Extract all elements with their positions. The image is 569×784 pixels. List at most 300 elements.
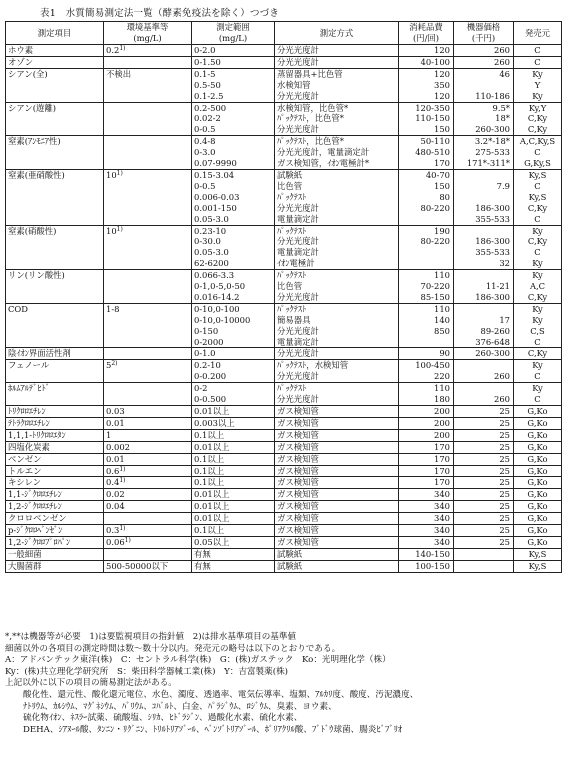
cell-method (275, 560, 399, 572)
cell-range-line: 0.2-10 (194, 360, 221, 371)
cell-cost-line: 40-100 (420, 56, 450, 67)
cell-seller-line: Ky (532, 225, 543, 236)
note-line: *,**は機器等が必要 1)は要監視項目の指針値 2)は排水基準項目の基準値 (5, 632, 297, 642)
cell-price (454, 501, 514, 513)
cell-cost (399, 525, 454, 537)
cell-price (454, 360, 514, 383)
cell-range-line: 0.2-500 (194, 102, 227, 113)
cell-range-line: 0.1以上 (194, 525, 225, 536)
cell-range-line: 0-1.0 (194, 348, 216, 359)
cell-seller-line: C,Ky (527, 291, 548, 302)
cell-method (275, 513, 399, 525)
table-row (6, 102, 562, 136)
cell-range-line: 0.1-2.5 (194, 90, 224, 101)
cell-range-line: 0.5-50 (194, 79, 221, 90)
cell-cost (399, 501, 454, 513)
cell-price-line (456, 80, 510, 91)
cell-range-line: 0.01以上 (194, 501, 230, 512)
cell-method-line: 電量滴定計 (277, 213, 319, 224)
cell-cost (399, 548, 454, 560)
note-indented-line: DEHA、ｼｱﾇｰﾙ酸、ﾀﾝﾆﾝ・ﾘｸﾞﾆﾝ、ﾄﾘﾙﾄﾘｱｿﾞｰﾙ、ﾍﾞﾝｿﾞﾄﾘｱｿﾞｰﾙ、ﾎﾟﾘｱｸﾘﾙ酸、ﾌﾞﾄﾞｳ球菌、腸炎ﾋﾞﾌﾞﾘｵ (23, 724, 403, 735)
cell-seller-line: G,Ko (527, 501, 548, 512)
cell-cost-line: 340 (434, 513, 450, 524)
header-item: 測定項目 (6, 22, 104, 45)
cell-price-line: 25 (499, 417, 510, 428)
cell-seller-line: G,Ko (527, 489, 548, 500)
cell-seller-line: C (534, 213, 541, 224)
cell-range-line: 0-2 (194, 383, 208, 394)
cell-price (454, 536, 514, 548)
cell-seller-line: C,Ky (527, 124, 548, 135)
cell-seller-line: Ky,S (528, 169, 547, 180)
cell-cost-line: 170 (434, 477, 450, 488)
cell-item: シアン(全) (6, 68, 104, 102)
cell-method (275, 68, 399, 102)
cell-item: COD (6, 303, 104, 348)
cell-cost-line: 170 (434, 158, 450, 169)
cell-cost-line: 110-150 (415, 113, 450, 124)
cell-standard (104, 513, 192, 525)
cell-method-line: ガス検知管 (277, 429, 319, 440)
cell-range-line: 0.1-5 (194, 68, 216, 79)
cell-method-line: 比色管 (277, 180, 303, 191)
cell-method (275, 45, 399, 57)
cell-cost-line: 170 (434, 453, 450, 464)
cell-cost-line: 170 (434, 465, 450, 476)
cell-cost-line: 85-150 (420, 291, 450, 302)
cell-price (454, 417, 514, 429)
cell-cost (399, 429, 454, 441)
cell-item: キシレン (6, 477, 104, 489)
cell-range-line: 0-2000 (194, 336, 224, 347)
cell-item: ホウ素 (6, 45, 104, 57)
cell-standard: 0.01 (104, 417, 192, 429)
cell-cost-line: 120 (434, 68, 450, 79)
cell-range-line: 0-0.200 (194, 371, 227, 382)
cell-range-line: 0-3.0 (194, 147, 216, 158)
cell-price (454, 513, 514, 525)
cell-method (275, 360, 399, 383)
cell-seller-line: Ky (532, 360, 543, 371)
cell-standard: 0.6$^{1)}$ (104, 465, 192, 477)
cell-cost-line (401, 214, 450, 225)
cell-standard: 0.06$^{1)}$ (104, 536, 192, 548)
cell-item: 1,2-ｼﾞｸﾛﾛｴﾁﾚﾝ (6, 501, 104, 513)
cell-price (454, 270, 514, 304)
cell-price-line: 355-533 (475, 247, 510, 258)
cell-cost (399, 56, 454, 68)
table-row (6, 383, 562, 406)
cell-seller-line: C (534, 247, 541, 258)
cell-seller-line: G,Ko (527, 417, 548, 428)
cell-cost (399, 489, 454, 501)
cell-cost (399, 68, 454, 102)
cell-method (275, 303, 399, 348)
cell-method (275, 465, 399, 477)
cell-item: 1,2-ｼﾞｸﾛﾛﾌﾟﾛﾊﾟﾝ (6, 536, 104, 548)
cell-cost (399, 406, 454, 418)
cell-seller-line: Ky (532, 314, 543, 325)
header-range: 測定範囲 (mg/L) (192, 22, 275, 45)
cell-range-line: 0.01以上 (194, 441, 230, 452)
cell-price (454, 548, 514, 560)
cell-item: p-ｼﾞｸﾛﾛﾍﾞﾝｾﾞﾝ (6, 525, 104, 537)
cell-price (454, 225, 514, 270)
cell-seller (514, 548, 562, 560)
cell-range-line: 0.066-3.3 (194, 270, 235, 281)
cell-price (454, 102, 514, 136)
cell-price (454, 169, 514, 225)
cell-standard: 不検出 (104, 68, 192, 102)
cell-price-line (456, 549, 510, 560)
cell-cost (399, 441, 454, 453)
cell-method-line: 蒸留器具+比色管 (277, 68, 343, 79)
header-cost: 消耗品費 (円/回) (399, 22, 454, 45)
table-row (6, 501, 562, 513)
cell-method (275, 429, 399, 441)
cell-cost-line: 100-150 (415, 560, 450, 571)
cell-range-line: 0.001-150 (194, 202, 237, 213)
cell-seller-line: Ky (532, 258, 543, 269)
cell-price-line: 18* (495, 113, 510, 124)
cell-seller (514, 513, 562, 525)
table-row (6, 68, 562, 102)
cell-method-line: ﾊﾟｯｸﾃｽﾄ，比色管* (277, 136, 344, 147)
cell-method-line: 電量滴定計 (277, 336, 319, 347)
cell-seller-line: G,Ko (527, 453, 548, 464)
cell-cost-line (401, 258, 450, 269)
cell-seller-line: C,Ky (527, 202, 548, 213)
cell-item: シアン(遊離) (6, 102, 104, 136)
cell-seller (514, 383, 562, 406)
cell-cost-line: 340 (434, 536, 450, 547)
cell-seller (514, 536, 562, 548)
table-row (6, 536, 562, 548)
cell-seller-line: G,Ko (527, 513, 548, 524)
cell-price-line (456, 383, 510, 394)
cell-method-line: 分光光度計 (277, 371, 319, 382)
cell-price-line (456, 192, 510, 203)
cell-method-line: ガス検知管 (277, 417, 319, 428)
cell-range (192, 441, 275, 453)
cell-cost-line: 50-110 (420, 136, 450, 147)
cell-standard: 0.04 (104, 501, 192, 513)
cell-cost-line: 140-150 (415, 548, 450, 559)
cell-price-line: 9.5* (492, 102, 510, 113)
cell-method-line: ﾊﾟｯｸﾃｽﾄ (277, 270, 307, 281)
cell-seller-line: G,Ko (527, 477, 548, 488)
cell-cost-line: 80-220 (420, 202, 450, 213)
cell-item: 大腸菌群 (6, 560, 104, 572)
cell-standard: 0.02 (104, 489, 192, 501)
cell-range (192, 417, 275, 429)
cell-cost-line: 110 (434, 270, 450, 281)
cell-range-line: 0.01以上 (194, 513, 230, 524)
cell-seller (514, 453, 562, 465)
cell-seller-line: Ky (532, 303, 543, 314)
cell-range-line: 0.05-3.0 (194, 247, 229, 258)
cell-cost (399, 348, 454, 360)
cell-cost-line: 100-450 (415, 360, 450, 371)
cell-cost-line: 480-510 (415, 147, 450, 158)
cell-range-line: 0.15-3.04 (194, 169, 235, 180)
notes-section (5, 632, 561, 736)
cell-standard: 0.002 (104, 441, 192, 453)
cell-method-line: ﾊﾟｯｸﾃｽﾄ (277, 383, 307, 394)
cell-range-line: 0.01以上 (194, 406, 230, 416)
cell-price-line: 186-300 (475, 291, 510, 302)
note-indented-line: 硫化物ｲｵﾝ、ﾈｽﾗｰ試薬、硫酸塩、ｼﾘｶ、ﾋﾄﾞﾗｼﾞﾝ、過酸化水素、硫化水素、 (23, 713, 303, 724)
cell-price-line: 25 (499, 477, 510, 488)
cell-price-line: 11-21 (485, 281, 510, 292)
header-price: 機器価格 (千円) (454, 22, 514, 45)
cell-cost-line: 220 (434, 371, 450, 382)
cell-standard: 10$^{1)}$ (104, 169, 192, 225)
cell-price-line: 260 (494, 56, 510, 67)
table-row (6, 303, 562, 348)
cell-method-line: 試験紙 (277, 560, 303, 571)
cell-cost-line: 90 (439, 348, 450, 359)
cell-cost-line: 120-350 (415, 102, 450, 113)
cell-item: 1,1,1-ﾄﾘｸﾛﾛｴﾀﾝ (6, 429, 104, 441)
cell-price (454, 465, 514, 477)
cell-range-line: 0-1,0-5,0-50 (194, 281, 246, 292)
table-row (6, 56, 562, 68)
table-row (6, 548, 562, 560)
cell-range-line: 0.016-14.2 (194, 291, 240, 302)
cell-item: ベンゼン (6, 453, 104, 465)
cell-range-line: 0.05以上 (194, 536, 230, 547)
cell-cost-line: 120 (434, 45, 450, 55)
cell-method (275, 525, 399, 537)
cell-method-line: ｲｵﾝ電極計 (277, 258, 315, 269)
cell-range-line: 0-0.5 (194, 124, 216, 135)
cell-method-line: ガス検知管 (277, 453, 319, 464)
cell-price (454, 489, 514, 501)
cell-price-line: 89-260 (480, 325, 510, 336)
cell-method (275, 417, 399, 429)
cell-seller (514, 225, 562, 270)
cell-price-line: 25 (499, 453, 510, 464)
cell-cost (399, 560, 454, 572)
cell-method (275, 225, 399, 270)
cell-seller-line: G,Ko (527, 536, 548, 547)
cell-cost-line: 190 (434, 225, 450, 236)
cell-range (192, 406, 275, 418)
header-standard: 環境基準等 (mg/L) (104, 22, 192, 45)
cell-cost-line: 850 (434, 325, 450, 336)
cell-range-line: 0-0.5 (194, 180, 216, 191)
cell-seller-line: C,Ky (527, 348, 548, 359)
note-indented-line: 酸化性、還元性、酸化還元電位、水色、濁度、透過率、電気伝導率、塩類、ｱﾙｶﾘ度、酸度、汚泥濃度、 (23, 689, 419, 700)
cell-cost (399, 453, 454, 465)
cell-price (454, 383, 514, 406)
cell-range-line: 62-6200 (194, 258, 229, 269)
cell-method-line: 分光光度計 (277, 124, 319, 135)
cell-cost (399, 303, 454, 348)
cell-seller (514, 68, 562, 102)
cell-seller (514, 525, 562, 537)
cell-seller (514, 102, 562, 136)
cell-range-line: 0.02-2 (194, 113, 221, 124)
cell-method-line: 分光光度計 (277, 394, 319, 405)
cell-seller-line: C (534, 56, 541, 67)
cell-price-line: 260 (494, 45, 510, 55)
cell-price (454, 441, 514, 453)
cell-method (275, 383, 399, 406)
cell-seller-line: C (534, 371, 541, 382)
cell-method-line: 分光光度計 (277, 45, 319, 55)
cell-cost-line: 340 (434, 501, 450, 512)
cell-range-line: 0.1以上 (194, 477, 225, 488)
cell-range (192, 513, 275, 525)
cell-price-line: 260 (494, 371, 510, 382)
cell-range-line: 0-1.50 (194, 56, 221, 67)
table-row (6, 560, 562, 572)
measurement-table (5, 21, 562, 573)
cell-item: フェノール (6, 360, 104, 383)
cell-seller-line: Ky,S (528, 560, 547, 571)
cell-item: クロロベンゼン (6, 513, 104, 525)
cell-price-line: 186-300 (475, 202, 510, 213)
cell-price-line: 376-648 (475, 336, 510, 347)
cell-range-line: 0.07-9990 (194, 158, 237, 169)
cell-cost-line: 350 (434, 79, 450, 90)
cell-price-line: 260 (494, 394, 510, 405)
cell-range (192, 429, 275, 441)
cell-range-line: 0.1以上 (194, 465, 225, 476)
table-row (6, 348, 562, 360)
cell-cost (399, 102, 454, 136)
table-row (6, 453, 562, 465)
cell-price-line: 186-300 (475, 236, 510, 247)
cell-standard: 0.2$^{1)}$ (104, 45, 192, 57)
cell-cost (399, 383, 454, 406)
cell-price-line (456, 561, 510, 572)
cell-method-line: ガス検知管，ｲｵﾝ電極計* (277, 158, 370, 169)
cell-method-line: 水検知管 (277, 79, 311, 90)
cell-standard (104, 270, 192, 304)
cell-price-line (456, 270, 510, 281)
cell-price-line: 46 (499, 68, 510, 79)
cell-range (192, 68, 275, 102)
cell-item: トルエン (6, 465, 104, 477)
cell-method-line: 試験紙 (277, 548, 303, 559)
cell-cost-line: 150 (434, 180, 450, 191)
cell-price-line: 32 (499, 258, 510, 269)
cell-standard: 500-50000以下 (104, 560, 192, 572)
cell-method-line: ﾊﾟｯｸﾃｽﾄ (277, 225, 307, 236)
cell-seller-line: G,Ko (527, 429, 548, 440)
note-line: Ky：(株)共立理化学研究所 S：柴田科学器械工業(株) Y：吉富製薬(株) (5, 666, 289, 677)
cell-price-line (456, 304, 510, 315)
cell-price (454, 406, 514, 418)
cell-range (192, 489, 275, 501)
cell-price (454, 429, 514, 441)
cell-method (275, 453, 399, 465)
cell-seller (514, 136, 562, 170)
header-method: 測定方式 (275, 22, 399, 45)
cell-seller-line: C (534, 147, 541, 158)
cell-item: 一般細菌 (6, 548, 104, 560)
cell-method-line: 分光光度計 (277, 325, 319, 336)
cell-seller (514, 56, 562, 68)
cell-standard: 0.4$^{1)}$ (104, 477, 192, 489)
cell-price (454, 68, 514, 102)
cell-range-line: 0.006-0.03 (194, 191, 240, 202)
cell-range (192, 45, 275, 57)
cell-cost (399, 477, 454, 489)
cell-cost-line: 200 (434, 429, 450, 440)
cell-item: 陰ｲｵﾝ界面活性剤 (6, 348, 104, 360)
cell-method (275, 102, 399, 136)
cell-item: 窒素(亜硝酸性) (6, 169, 104, 225)
cell-method-line: 分光光度計，電量滴定計 (277, 147, 370, 158)
cell-range-line: 0.003以上 (194, 417, 235, 428)
cell-seller-line: A,C,Ky,S (519, 136, 556, 147)
cell-price-line: 7.9 (496, 180, 510, 191)
cell-method (275, 441, 399, 453)
cell-cost-line (401, 247, 450, 258)
table-row (6, 465, 562, 477)
cell-seller-line: C (534, 394, 541, 405)
table-row (6, 270, 562, 304)
cell-cost-line: 200 (434, 417, 450, 428)
table-row (6, 360, 562, 383)
cell-method (275, 270, 399, 304)
cell-seller-line: C,Ky (527, 113, 548, 124)
cell-cost-line (401, 337, 450, 348)
cell-seller (514, 489, 562, 501)
cell-method-line: 比色管 (277, 281, 303, 292)
table-title: 表1 水質簡易測定法一覧（酵素免疫法を除く）つづき (40, 8, 280, 19)
cell-item: オゾン (6, 56, 104, 68)
cell-method-line: ﾊﾟｯｸﾃｽﾄ，比色管* (277, 113, 344, 124)
table-row (6, 169, 562, 225)
cell-cost-line: 40-70 (425, 169, 450, 180)
cell-range (192, 548, 275, 560)
cell-cost-line: 200 (434, 406, 450, 416)
table-row (6, 406, 562, 418)
cell-cost (399, 136, 454, 170)
cell-seller (514, 270, 562, 304)
cell-standard (104, 56, 192, 68)
cell-price (454, 136, 514, 170)
cell-method-line: 電量滴定計 (277, 247, 319, 258)
cell-method-line: 分光光度計 (277, 90, 319, 101)
cell-cost-line: 80 (439, 191, 450, 202)
cell-price-line: 355-533 (475, 213, 510, 224)
cell-method-line: ガス検知管 (277, 406, 319, 416)
cell-seller-line: G,Ko (527, 441, 548, 452)
cell-price-line: 260-300 (475, 124, 510, 135)
cell-seller-line: A,C (529, 281, 546, 292)
cell-range (192, 501, 275, 513)
cell-range-line: 0-10,0-100 (194, 303, 240, 314)
cell-seller-line: G,Ko (527, 465, 548, 476)
cell-cost-line: 110 (434, 303, 450, 314)
cell-price-line: 25 (499, 501, 510, 512)
cell-range (192, 525, 275, 537)
cell-method-line: 分光光度計 (277, 56, 319, 67)
cell-range-line: 0-150 (194, 325, 219, 336)
note-indented-line: ﾅﾄﾘｳﾑ、ｶﾙｼｳﾑ、ﾏｸﾞﾈｼｳﾑ、ﾊﾞﾘｳﾑ、ｺﾊﾞﾙﾄ、白金、ﾊﾟﾗｼﾞｳﾑ、ﾛｼﾞｳﾑ、臭素、ヨウ素、 (23, 701, 337, 712)
cell-price (454, 45, 514, 57)
cell-price-line: 171*-311* (466, 158, 510, 169)
cell-price-line (456, 170, 510, 181)
cell-standard: 0.3$^{1)}$ (104, 525, 192, 537)
cell-cost-line: 150 (434, 124, 450, 135)
